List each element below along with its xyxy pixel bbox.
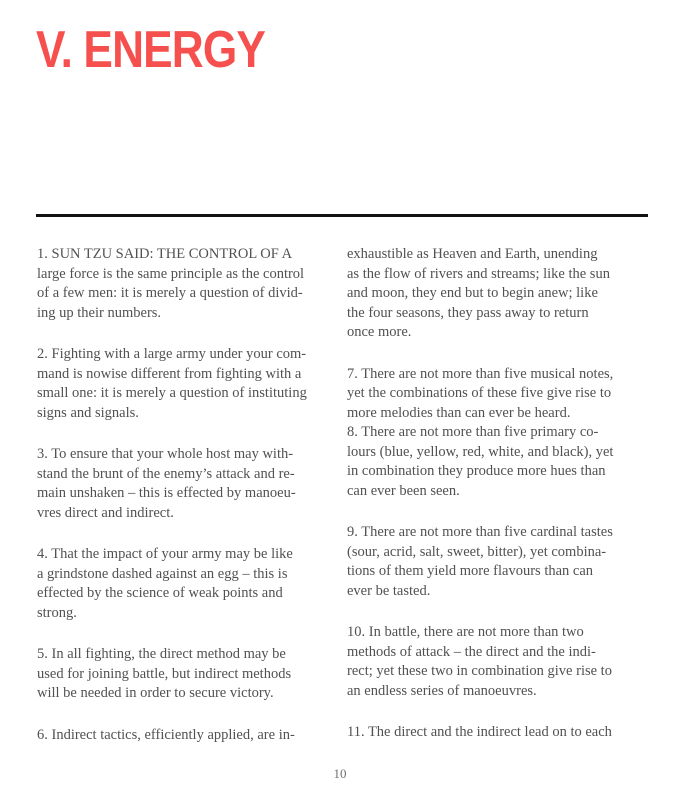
paragraph xyxy=(347,723,647,743)
text-line: 2. Fighting with a large army under your com- xyxy=(37,346,307,362)
text-line: yet the combinations of these five give rise to xyxy=(347,385,612,401)
text-line: 9. There are not more than five cardinal tastes xyxy=(347,524,613,540)
text-line: more melodies than can ever be heard. xyxy=(347,404,571,421)
paragraph xyxy=(37,545,337,623)
text-line: 8. There are not more than five primary co- xyxy=(347,424,599,440)
text-line: 7. There are not more than five musical notes, xyxy=(347,365,614,382)
text-line: will be needed in order to secure victory. xyxy=(37,685,274,701)
text-line: signs and signals. xyxy=(37,404,139,421)
text-column-left xyxy=(37,245,337,767)
text-line: strong. xyxy=(37,604,77,621)
paragraph xyxy=(347,245,647,343)
paragraph xyxy=(347,523,647,601)
text-line: can ever been seen. xyxy=(347,482,460,499)
text-line: small one: it is merely a question of instituting xyxy=(37,385,307,401)
paragraph xyxy=(37,445,337,523)
text-line: 10. In battle, there are not more than two xyxy=(347,624,584,640)
text-line: used for joining battle, but indirect methods xyxy=(37,665,292,682)
paragraph xyxy=(37,245,337,323)
text-line: stand the brunt of the enemy’s attack and re- xyxy=(37,465,295,482)
text-line: tions of them yield more flavours than can xyxy=(347,563,594,579)
text-line: 11. The direct and the indirect lead on to each xyxy=(347,724,612,740)
text-line: in combination they produce more hues than xyxy=(347,463,606,479)
text-line: of a few men: it is merely a question of divid- xyxy=(37,285,303,301)
text-line: 6. Indirect tactics, efficiently applied, are in- xyxy=(37,726,295,743)
text-line: rect; yet these two in combination give rise to xyxy=(347,663,612,679)
text-line: lours (blue, yellow, red, white, and black), yet xyxy=(347,443,614,460)
text-line: once more. xyxy=(347,324,412,340)
page-number: 10 xyxy=(333,766,347,781)
paragraph xyxy=(347,365,647,424)
text-line: main unshaken – this is effected by manoeu- xyxy=(37,485,296,501)
text-line: effected by the science of weak points and xyxy=(37,585,283,601)
text-column-right xyxy=(347,245,647,765)
chapter-title: V. ENERGY xyxy=(36,21,266,79)
text-line: (sour, acrid, salt, sweet, bitter), yet combina- xyxy=(347,543,607,560)
text-line: large force is the same principle as the control xyxy=(37,265,305,282)
text-line: 1. SUN TZU SAID: THE CONTROL OF A xyxy=(37,246,293,262)
text-line: 3. To ensure that your whole host may with- xyxy=(37,446,294,462)
paragraph xyxy=(347,623,647,701)
text-line: exhaustible as Heaven and Earth, unending xyxy=(347,246,598,262)
text-line: an endless series of manoeuvres. xyxy=(347,682,537,699)
text-line: and moon, they end but to begin anew; like xyxy=(347,285,598,301)
text-line: a grindstone dashed against an egg – this is xyxy=(37,565,288,582)
text-line: 5. In all fighting, the direct method may be xyxy=(37,646,286,662)
text-line: methods of attack – the direct and the indi- xyxy=(347,643,596,660)
text-line: vres direct and indirect. xyxy=(37,504,174,521)
paragraph xyxy=(37,645,337,704)
text-line: mand is nowise different from fighting with a xyxy=(37,365,302,382)
text-line: ever be tasted. xyxy=(347,582,431,599)
text-line: ing up their numbers. xyxy=(37,304,162,321)
divider-rule xyxy=(36,214,648,217)
paragraph xyxy=(37,345,337,423)
text-line: 4. That the impact of your army may be like xyxy=(37,546,293,562)
paragraph xyxy=(347,423,647,501)
text-line: as the flow of rivers and streams; like the sun xyxy=(347,265,610,282)
text-line: the four seasons, they pass away to return xyxy=(347,304,589,321)
paragraph xyxy=(37,726,337,746)
